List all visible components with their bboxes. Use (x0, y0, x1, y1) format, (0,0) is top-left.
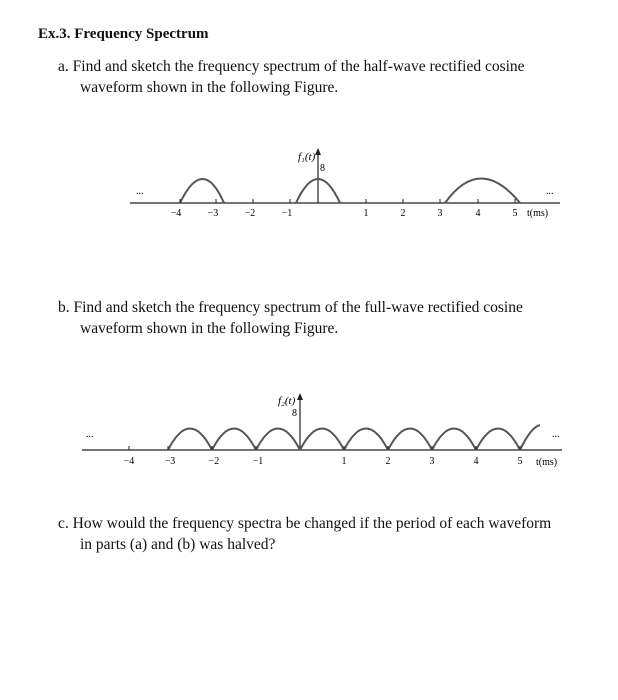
fig2-tick-label: −3 (164, 456, 176, 467)
fig1-tick-labels (171, 208, 518, 219)
fig2-waveform (168, 425, 540, 450)
fig2-tick-label: 3 (429, 456, 435, 467)
question-c-line2: in parts (a) and (b) was halved? (80, 536, 276, 553)
fig1-tick-label: −3 (207, 208, 219, 219)
question-a-line1: Find and sketch the frequency spectrum of the half-wave rectified cosine (72, 58, 525, 75)
fig1-y-arrow (315, 148, 321, 155)
question-a-label: a. (58, 58, 69, 75)
fig1-tick-label: 1 (363, 208, 369, 219)
exercise-title: Ex.3. Frequency Spectrum (38, 26, 209, 42)
fig1-tick-label: 3 (437, 208, 443, 219)
fig2-tick-labels (124, 456, 523, 467)
fig1-ylabel: f₁(t) (298, 151, 316, 163)
fig2-tick-label: 2 (385, 456, 391, 467)
fig2-peak-label: 8 (292, 408, 297, 419)
fig2-tick-label: 5 (517, 456, 523, 467)
fig1-tick-label: −2 (244, 208, 256, 219)
fig1-ellipsis-right: ... (546, 186, 554, 197)
question-b-label: b. (58, 299, 70, 316)
question-b-line2: waveform shown in the following Figure. (80, 320, 339, 337)
fig2-tick-label: −2 (208, 456, 220, 467)
fig2-tick-label: −4 (123, 456, 135, 467)
fig2-axis (82, 397, 562, 450)
fig2-xlabel: t(ms) (536, 457, 558, 468)
fig2-tick-label: −1 (252, 456, 264, 467)
fig2-ticks (129, 446, 520, 450)
fig2-tick-label: 4 (473, 456, 479, 467)
figure-half-wave (0, 140, 618, 240)
fig1-peak-label: 8 (320, 163, 325, 174)
fig1-tick-label: 5 (512, 208, 518, 219)
question-c-label: c. (58, 515, 69, 532)
figure-full-wave (0, 385, 618, 485)
question-a (58, 56, 578, 98)
fig2-ellipsis-left: ... (86, 429, 94, 440)
question-c (58, 513, 578, 555)
fig1-tick-label: 4 (475, 208, 481, 219)
question-a-line2: waveform shown in the following Figure. (80, 79, 339, 96)
fig1-tick-label: 2 (400, 208, 406, 219)
fig1-axis (130, 152, 560, 203)
fig1-tick-label: −1 (281, 208, 293, 219)
fig1-ellipsis-left: ... (136, 186, 144, 197)
question-b-line1: Find and sketch the frequency spectrum of the full-wave rectified cosine (73, 299, 523, 316)
fig1-waveform (180, 179, 520, 204)
fig1-ticks (180, 199, 515, 203)
fig1-xlabel: t(ms) (527, 208, 549, 219)
fig2-y-arrow (297, 393, 303, 400)
fig2-tick-label: 1 (341, 456, 347, 467)
question-c-line1: How would the frequency spectra be changed if the period of each waveform (72, 515, 552, 532)
fig2-ellipsis-right: ... (552, 429, 560, 440)
question-b (58, 297, 578, 339)
fig2-ylabel: f₂(t) (278, 395, 296, 407)
fig1-tick-label: −4 (170, 208, 182, 219)
